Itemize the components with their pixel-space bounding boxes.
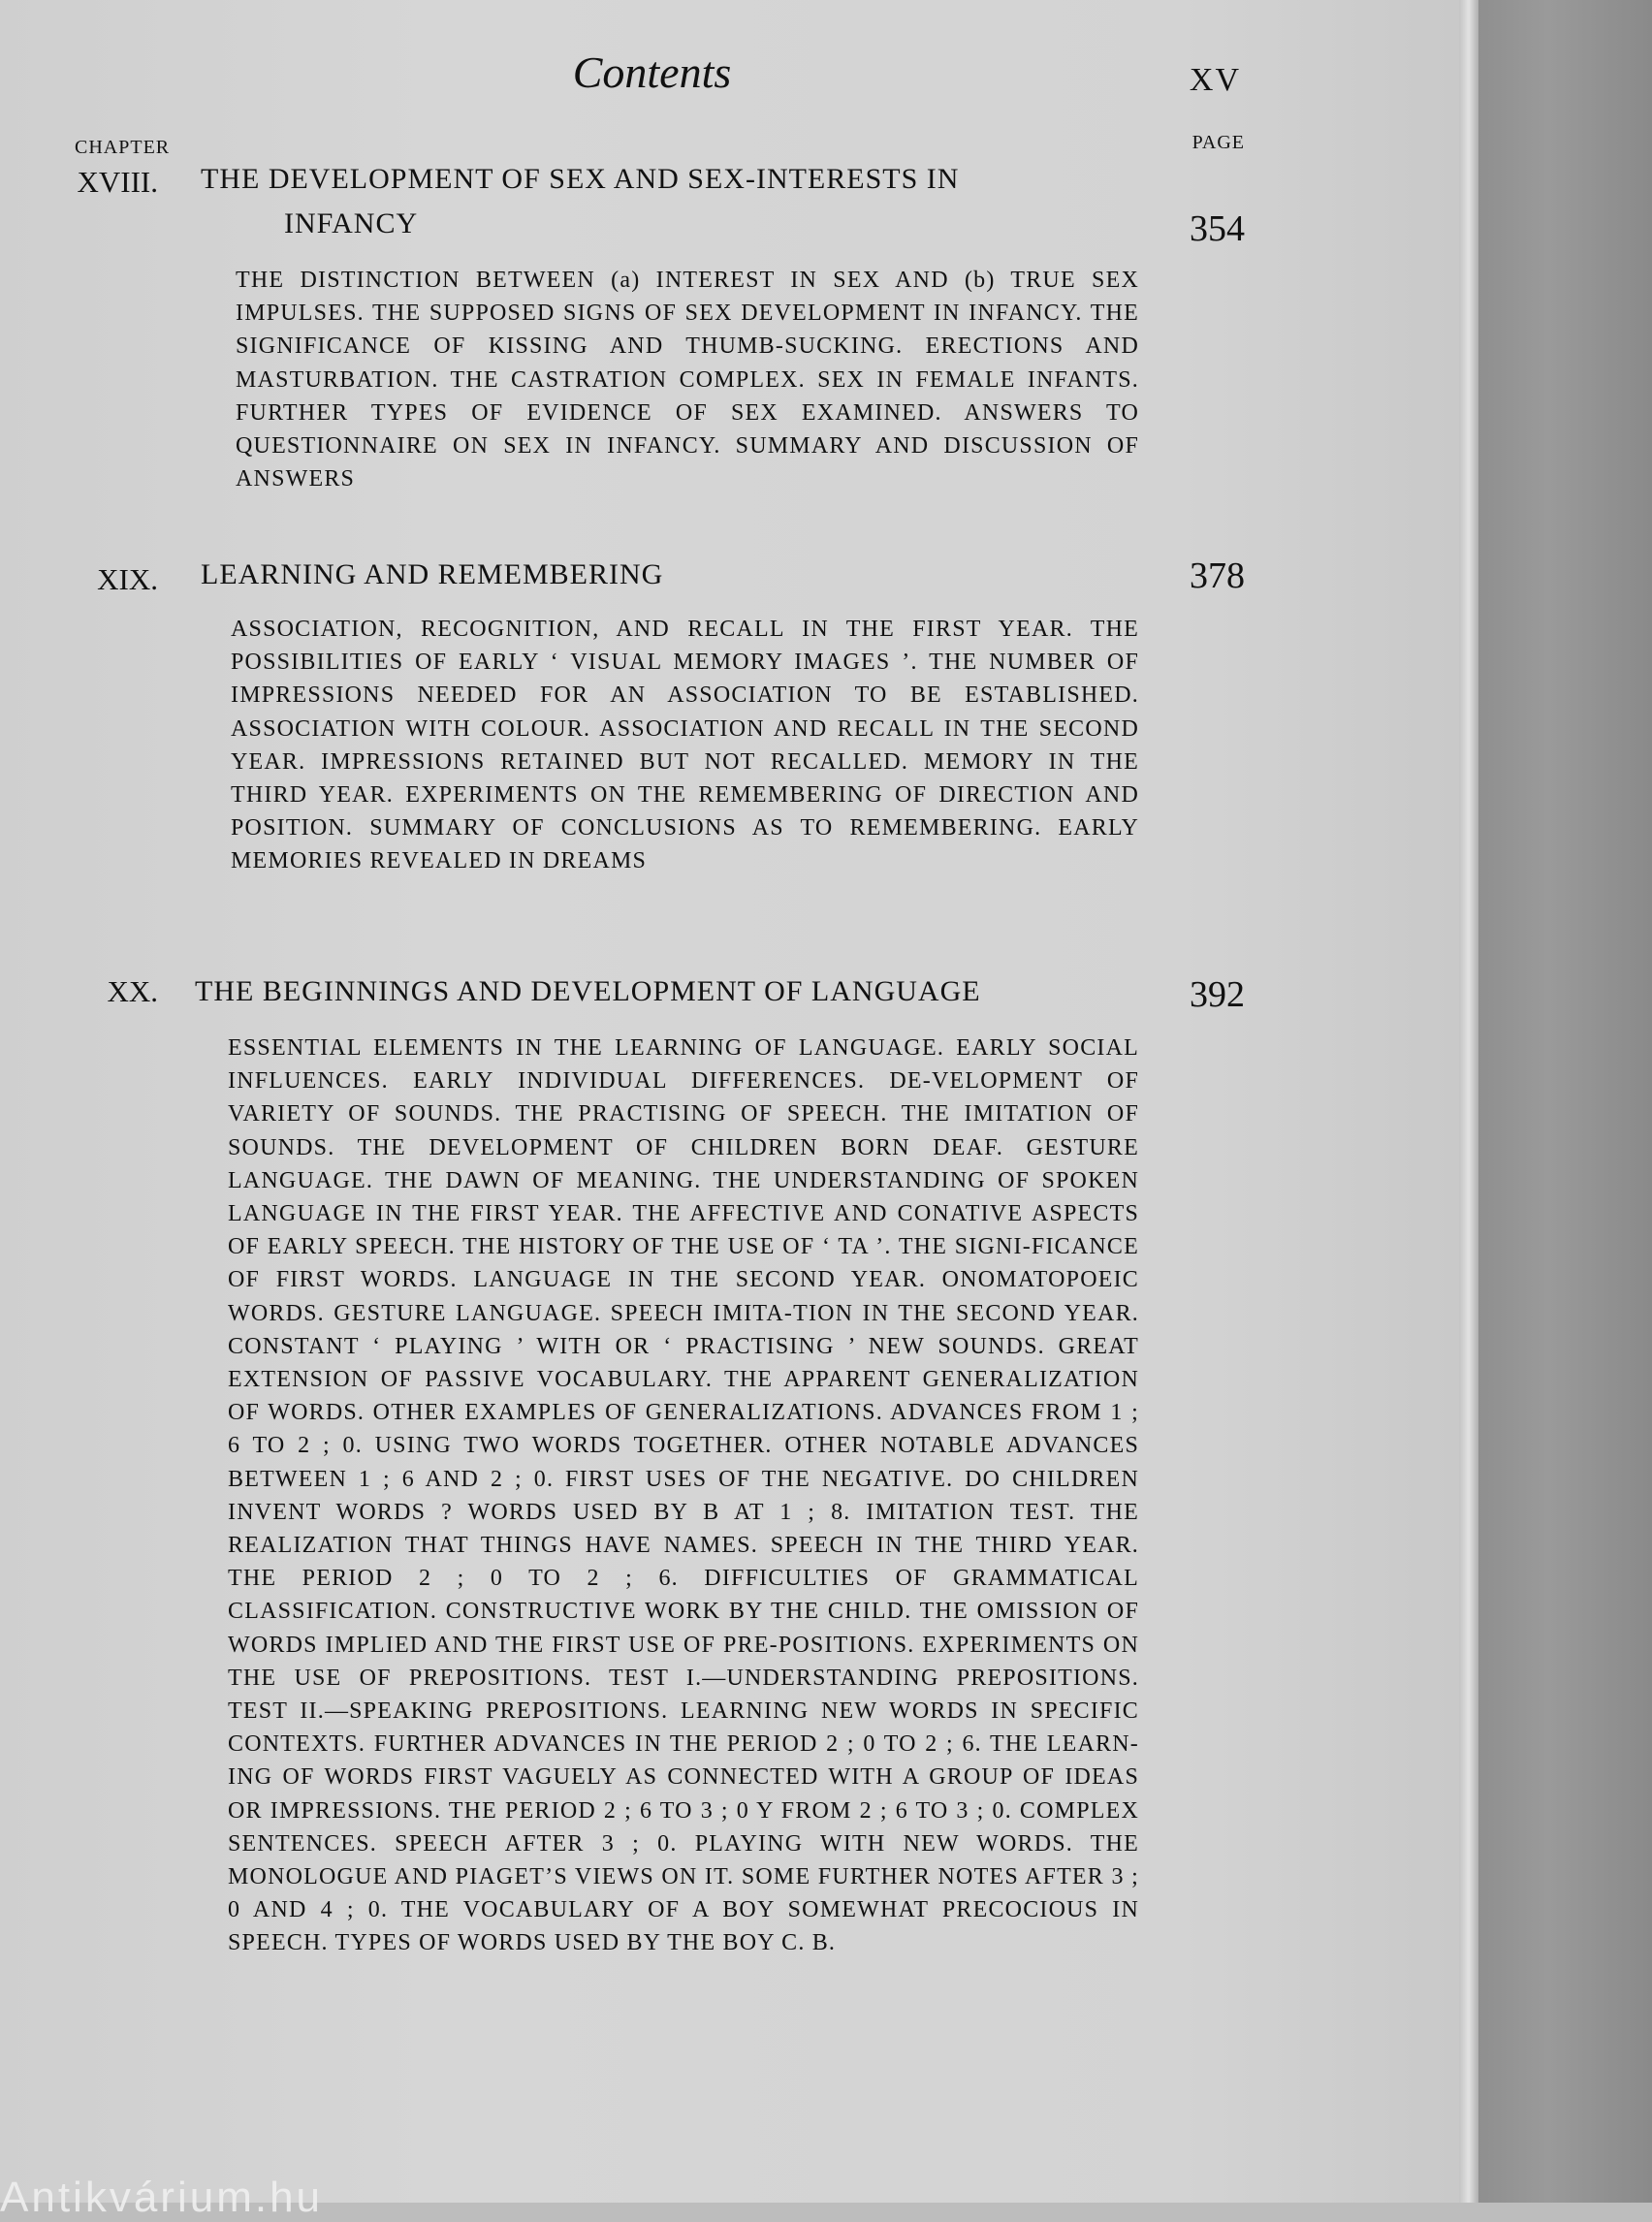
chapter-page-number: 392: [1190, 974, 1245, 1015]
chapter-number: XVIII.: [77, 165, 158, 199]
chapter-page-number: 378: [1190, 556, 1245, 596]
chapter-column-label: CHAPTER: [75, 137, 171, 158]
running-title: Contents: [572, 48, 732, 97]
chapter-number: XIX.: [97, 562, 158, 596]
page-edge: [1459, 0, 1478, 2203]
chapter-title: THE BEGINNINGS AND DEVELOPMENT OF LANGUAGE: [195, 975, 981, 1007]
chapter-summary: ESSENTIAL ELEMENTS IN THE LEARNING OF LANGUAGE. EARLY SOCIAL INFLUENCES. EARLY INDIVIDUAL DIFFERENCES. DE-VELOPMENT OF VARIETY OF SOUNDS. THE PRACTISING OF SPEECH. THE IMITATION OF SOUNDS. THE DEVELOPMENT OF CHILDREN BORN DEAF. GESTURE LANGUAGE. THE DAWN OF MEANING. THE UNDERSTANDING OF SPOKEN LANGUAGE IN THE FIRST YEAR. THE AFFECTIVE AND CONATIVE ASPECTS OF EARLY SPEECH. THE HISTORY OF THE USE OF ‘ TA ’. THE SIGNI-FICANCE OF FIRST WORDS. LANGUAGE IN THE SECOND YEAR. ONOMATOPOEIC WORDS. GESTURE LANGUAGE. SPEECH IMITA-TION IN THE SECOND YEAR. CONSTANT ‘ PLAYING ’ WITH OR ‘ PRACTISING ’ NEW SOUNDS. GREAT EXTENSION OF PASSIVE VOCABULARY. THE APPARENT GENERALIZATION OF WORDS. OTHER EXAMPLES OF GENERALIZATIONS. ADVANCES FROM 1 ; 6 TO 2 ; 0. USING TWO WORDS TOGETHER. OTHER NOTABLE ADVANCES BETWEEN 1 ; 6 AND 2 ; 0. FIRST USES OF THE NEGATIVE. DO CHILDREN INVENT WORDS ? WORDS USED BY B AT 1 ; 8. IMITATION TEST. THE REALIZATION THAT THINGS HAVE NAMES. SPEECH IN THE THIRD YEAR. THE PERIOD 2 ; 0 TO 2 ; 6. DIFFICULTIES OF GRAMMATICAL CLASSIFICATION. CONSTRUCTIVE WORK BY THE CHILD. THE OMISSION OF WORDS IMPLIED AND THE FIRST USE OF PRE-POSITIONS. EXPERIMENTS ON THE USE OF PREPOSITIONS. TEST I.—UNDERSTANDING PREPOSITIONS. TEST II.—SPEAKING PREPOSITIONS. LEARNING NEW WORDS IN SPECIFIC CONTEXTS. FURTHER ADVANCES IN THE PERIOD 2 ; 0 TO 2 ; 6. THE LEARN-ING OF WORDS FIRST VAGUELY AS CONNECTED WITH A GROUP OF IDEAS OR IMPRESSIONS. THE PERIOD 2 ; 6 TO 3 ; 0 Y FROM 2 ; 6 TO 3 ; 0. COMPLEX SENTENCES. SPEECH AFTER 3 ; 0. PLAYING WITH NEW WORDS. THE MONOLOGUE AND PIAGET’S VIEWS ON IT. SOME FURTHER NOTES AFTER 3 ; 0 AND 4 ; 0. THE VOCABULARY OF A BOY SOMEWHAT PRECOCIOUS IN SPEECH. TYPES OF WORDS USED BY THE BOY C. B.: [228, 1035, 1139, 1956]
chapter-summary: ASSOCIATION, RECOGNITION, AND RECALL IN THE FIRST YEAR. THE POSSIBILITIES OF EARLY ‘ VISUAL MEMORY IMAGES ’. THE NUMBER OF IMPRESSIONS NEEDED FOR AN ASSOCIATION TO BE ESTABLISHED. ASSOCIATION WITH COLOUR. ASSOCIATION AND RECALL IN THE SECOND YEAR. IMPRESSIONS RETAINED BUT NOT RECALLED. MEMORY IN THE THIRD YEAR. EXPERIMENTS ON THE REMEMBERING OF DIRECTION AND POSITION. SUMMARY OF CONCLUSIONS AS TO REMEMBERING. EARLY MEMORIES REVEALED IN DREAMS: [231, 617, 1139, 874]
chapter-page-number: 354: [1190, 208, 1245, 249]
chapter-title: [201, 157, 1141, 246]
chapter-title-line: INFANCY: [284, 207, 419, 239]
watermark-text: Antikvárium.hu: [0, 2174, 324, 2221]
chapter-summary: THE DISTINCTION BETWEEN (a) INTEREST IN SEX AND (b) TRUE SEX IMPULSES. THE SUPPOSED SIGNS OF SEX DEVELOPMENT IN INFANCY. THE SIGNIFICANCE OF KISSING AND THUMB-SUCKING. ERECTIONS AND MASTURBATION. THE CASTRATION COMPLEX. SEX IN FEMALE INFANTS. FURTHER TYPES OF EVIDENCE OF SEX EXAMINED. ANSWERS TO QUESTIONNAIRE ON SEX IN INFANCY. SUMMARY AND DISCUSSION OF ANSWERS: [236, 268, 1139, 492]
page-column-label: PAGE: [1191, 132, 1245, 153]
chapter-title-line: THE DEVELOPMENT OF SEX AND SEX-INTERESTS IN: [201, 163, 960, 195]
background-shadow: [1478, 0, 1652, 2203]
page-folio: XV: [1189, 62, 1241, 98]
chapter-number: XX.: [107, 974, 158, 1008]
chapter-title: LEARNING AND REMEMBERING: [201, 558, 664, 590]
